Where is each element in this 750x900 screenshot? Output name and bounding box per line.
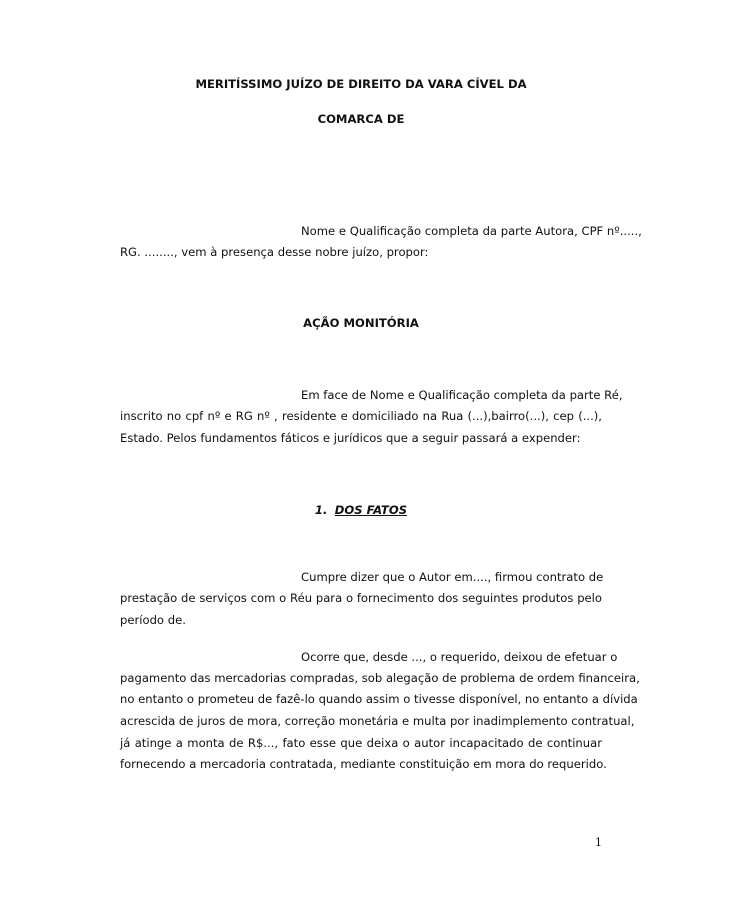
court-header-line-2: COMARCA DE — [317, 112, 405, 126]
action-title: AÇÃO MONITÓRIA — [303, 316, 419, 330]
para2-line-5: já atinge a monta de R$..., fato esse que deixa o autor incapacitado de continuar — [120, 736, 602, 750]
para2-line-1: Ocorre que, desde ..., o requerido, deixou de efetuar o — [301, 650, 618, 664]
section-heading — [120, 503, 602, 517]
party-line-1: Em face de Nome e Qualificação completa da parte Ré, — [301, 388, 623, 402]
party-line-2: inscrito no cpf nº e RG nº , residente e domiciliado na Rua (...),bairro(...), cep (...), — [120, 409, 602, 423]
para1-line-1: Cumpre dizer que o Autor em...., firmou contrato de — [301, 570, 604, 584]
para2-line-6: fornecendo a mercadoria contratada, mediante constituição em mora do requerido. — [120, 757, 607, 771]
para2-line-3: no entanto o prometeu de fazê-lo quando assim o tivesse disponível, no entanto a dívida — [120, 692, 638, 706]
para2-line-2: pagamento das mercadorias compradas, sob alegação de problema de ordem financeira, — [120, 671, 640, 685]
page-number: 1 — [595, 836, 602, 849]
intro-line-2: RG. ........, vem à presença desse nobre juízo, propor: — [120, 245, 429, 259]
intro-line-1: Nome e Qualificação completa da parte Autora, CPF nº....., — [301, 224, 642, 238]
para2-line-4: acrescida de juros de mora, correção monetária e multa por inadimplemento contratual, — [120, 714, 635, 728]
para1-line-3: período de. — [120, 613, 186, 627]
court-header-line-1: MERITÍSSIMO JUÍZO DE DIREITO DA VARA CÍVEL DA — [195, 77, 527, 91]
section-number: 1. — [314, 503, 328, 517]
para1-line-2: prestação de serviços com o Réu para o fornecimento dos seguintes produtos pelo — [120, 591, 602, 605]
party-line-3: Estado. Pelos fundamentos fáticos e jurídicos que a seguir passará a expender: — [120, 431, 581, 445]
section-title: DOS FATOS — [334, 503, 408, 517]
